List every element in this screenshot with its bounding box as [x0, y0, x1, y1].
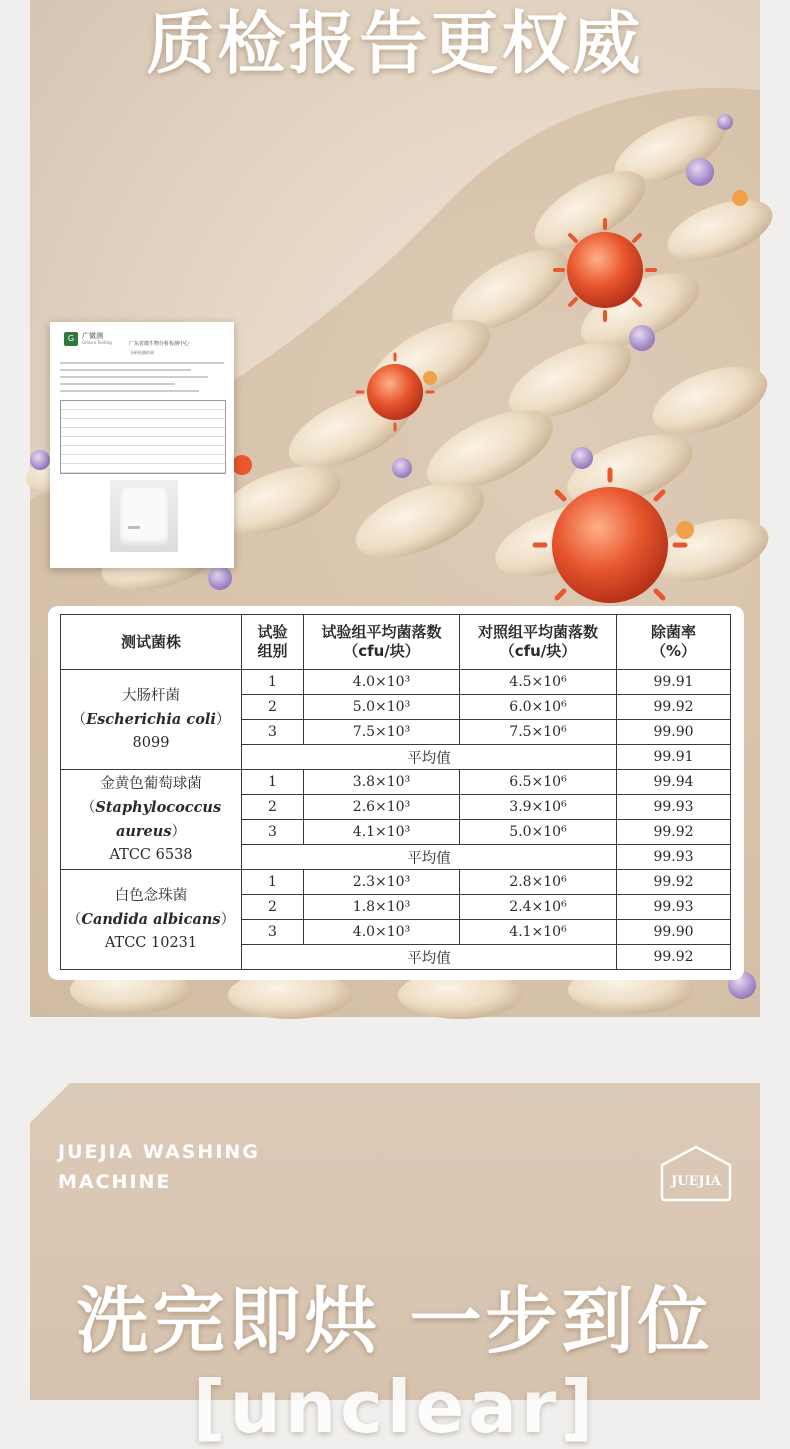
- table-header-row: [61, 615, 731, 670]
- table-row: 3 4.1×10³ 5.0×10⁶ 99.92: [61, 820, 731, 845]
- table-row: 大肠杆菌 （Escherichia coli） 8099 1 4.0×10³ 4.5×10⁶ 99.91: [61, 670, 731, 695]
- sterilization-results-card: [48, 606, 744, 980]
- header-test-colony: 试验组平均菌落数 （cfu/块）: [304, 615, 460, 670]
- report-logo-icon: G: [64, 332, 78, 346]
- brand-line-2: MACHINE: [58, 1171, 172, 1193]
- table-row: 金黄色葡萄球菌 （Staphylococcus aureus） ATCC 6538 1 3.8×10³ 6.5×10⁶ 99.94: [61, 770, 731, 795]
- quality-report-panel: [30, 0, 760, 1017]
- feature-headline-1: 洗完即烘 一步到位: [76, 1279, 714, 1363]
- report-logo-text: 广微测: [82, 332, 103, 340]
- panel-corner-notch: [30, 1083, 70, 1123]
- table-average-row: 平均值 99.92: [61, 945, 731, 970]
- juejia-logo-icon: [658, 1143, 734, 1203]
- virus-red-large: [535, 470, 685, 620]
- report-center-title: 广东省微生物分析检测中心: [128, 341, 189, 347]
- report-logo-sub: Gmicro Testing: [82, 340, 112, 345]
- report-text-lines: [60, 362, 224, 397]
- header-group: 试验 组别: [242, 615, 304, 670]
- table-row: 2 1.8×10³ 2.4×10⁶ 99.93: [61, 895, 731, 920]
- page-headline: 质检报告更权威: [146, 5, 644, 84]
- table-average-row: 平均值 99.93: [61, 845, 731, 870]
- test-report-thumbnail: [50, 322, 234, 568]
- table-row: 3 4.0×10³ 4.1×10⁶ 99.90: [61, 920, 731, 945]
- table-row: 白色念珠菌 （Candida albicans） ATCC 10231 1 2.3×10³ 2.8×10⁶ 99.92: [61, 870, 731, 895]
- report-mini-table: [60, 400, 226, 474]
- washing-machine-image: [120, 488, 168, 546]
- dry-feature-panel: [30, 1083, 760, 1449]
- table-row: 2 5.0×10³ 6.0×10⁶ 99.92: [61, 695, 731, 720]
- virus-red-medium: [555, 220, 655, 320]
- table-row: 3 7.5×10³ 7.5×10⁶ 99.90: [61, 720, 731, 745]
- header-strain: 测试菌株: [61, 615, 242, 670]
- sterilization-results-table: [60, 614, 731, 970]
- strain-cell-candida: 白色念珠菌 （Candida albicans） ATCC 10231: [61, 870, 242, 970]
- table-row: 2 2.6×10³ 3.9×10⁶ 99.93: [61, 795, 731, 820]
- header-control-colony: 对照组平均菌落数 （cfu/块）: [460, 615, 617, 670]
- table-average-row: 平均值 99.91: [61, 745, 731, 770]
- brand-line-1: JUEJIA WASHING: [58, 1141, 260, 1163]
- header-removal-rate: 除菌率 （%）: [617, 615, 731, 670]
- report-sub-title: 分析检测结果: [130, 350, 154, 355]
- feature-headline-2: [unclear]: [192, 1365, 598, 1449]
- juejia-logo-text: JUEJIA: [671, 1174, 721, 1189]
- product-photo: [110, 480, 178, 552]
- strain-cell-staph: 金黄色葡萄球菌 （Staphylococcus aureus） ATCC 6538: [61, 770, 242, 870]
- strain-cell-ecoli: 大肠杆菌 （Escherichia coli） 8099: [61, 670, 242, 770]
